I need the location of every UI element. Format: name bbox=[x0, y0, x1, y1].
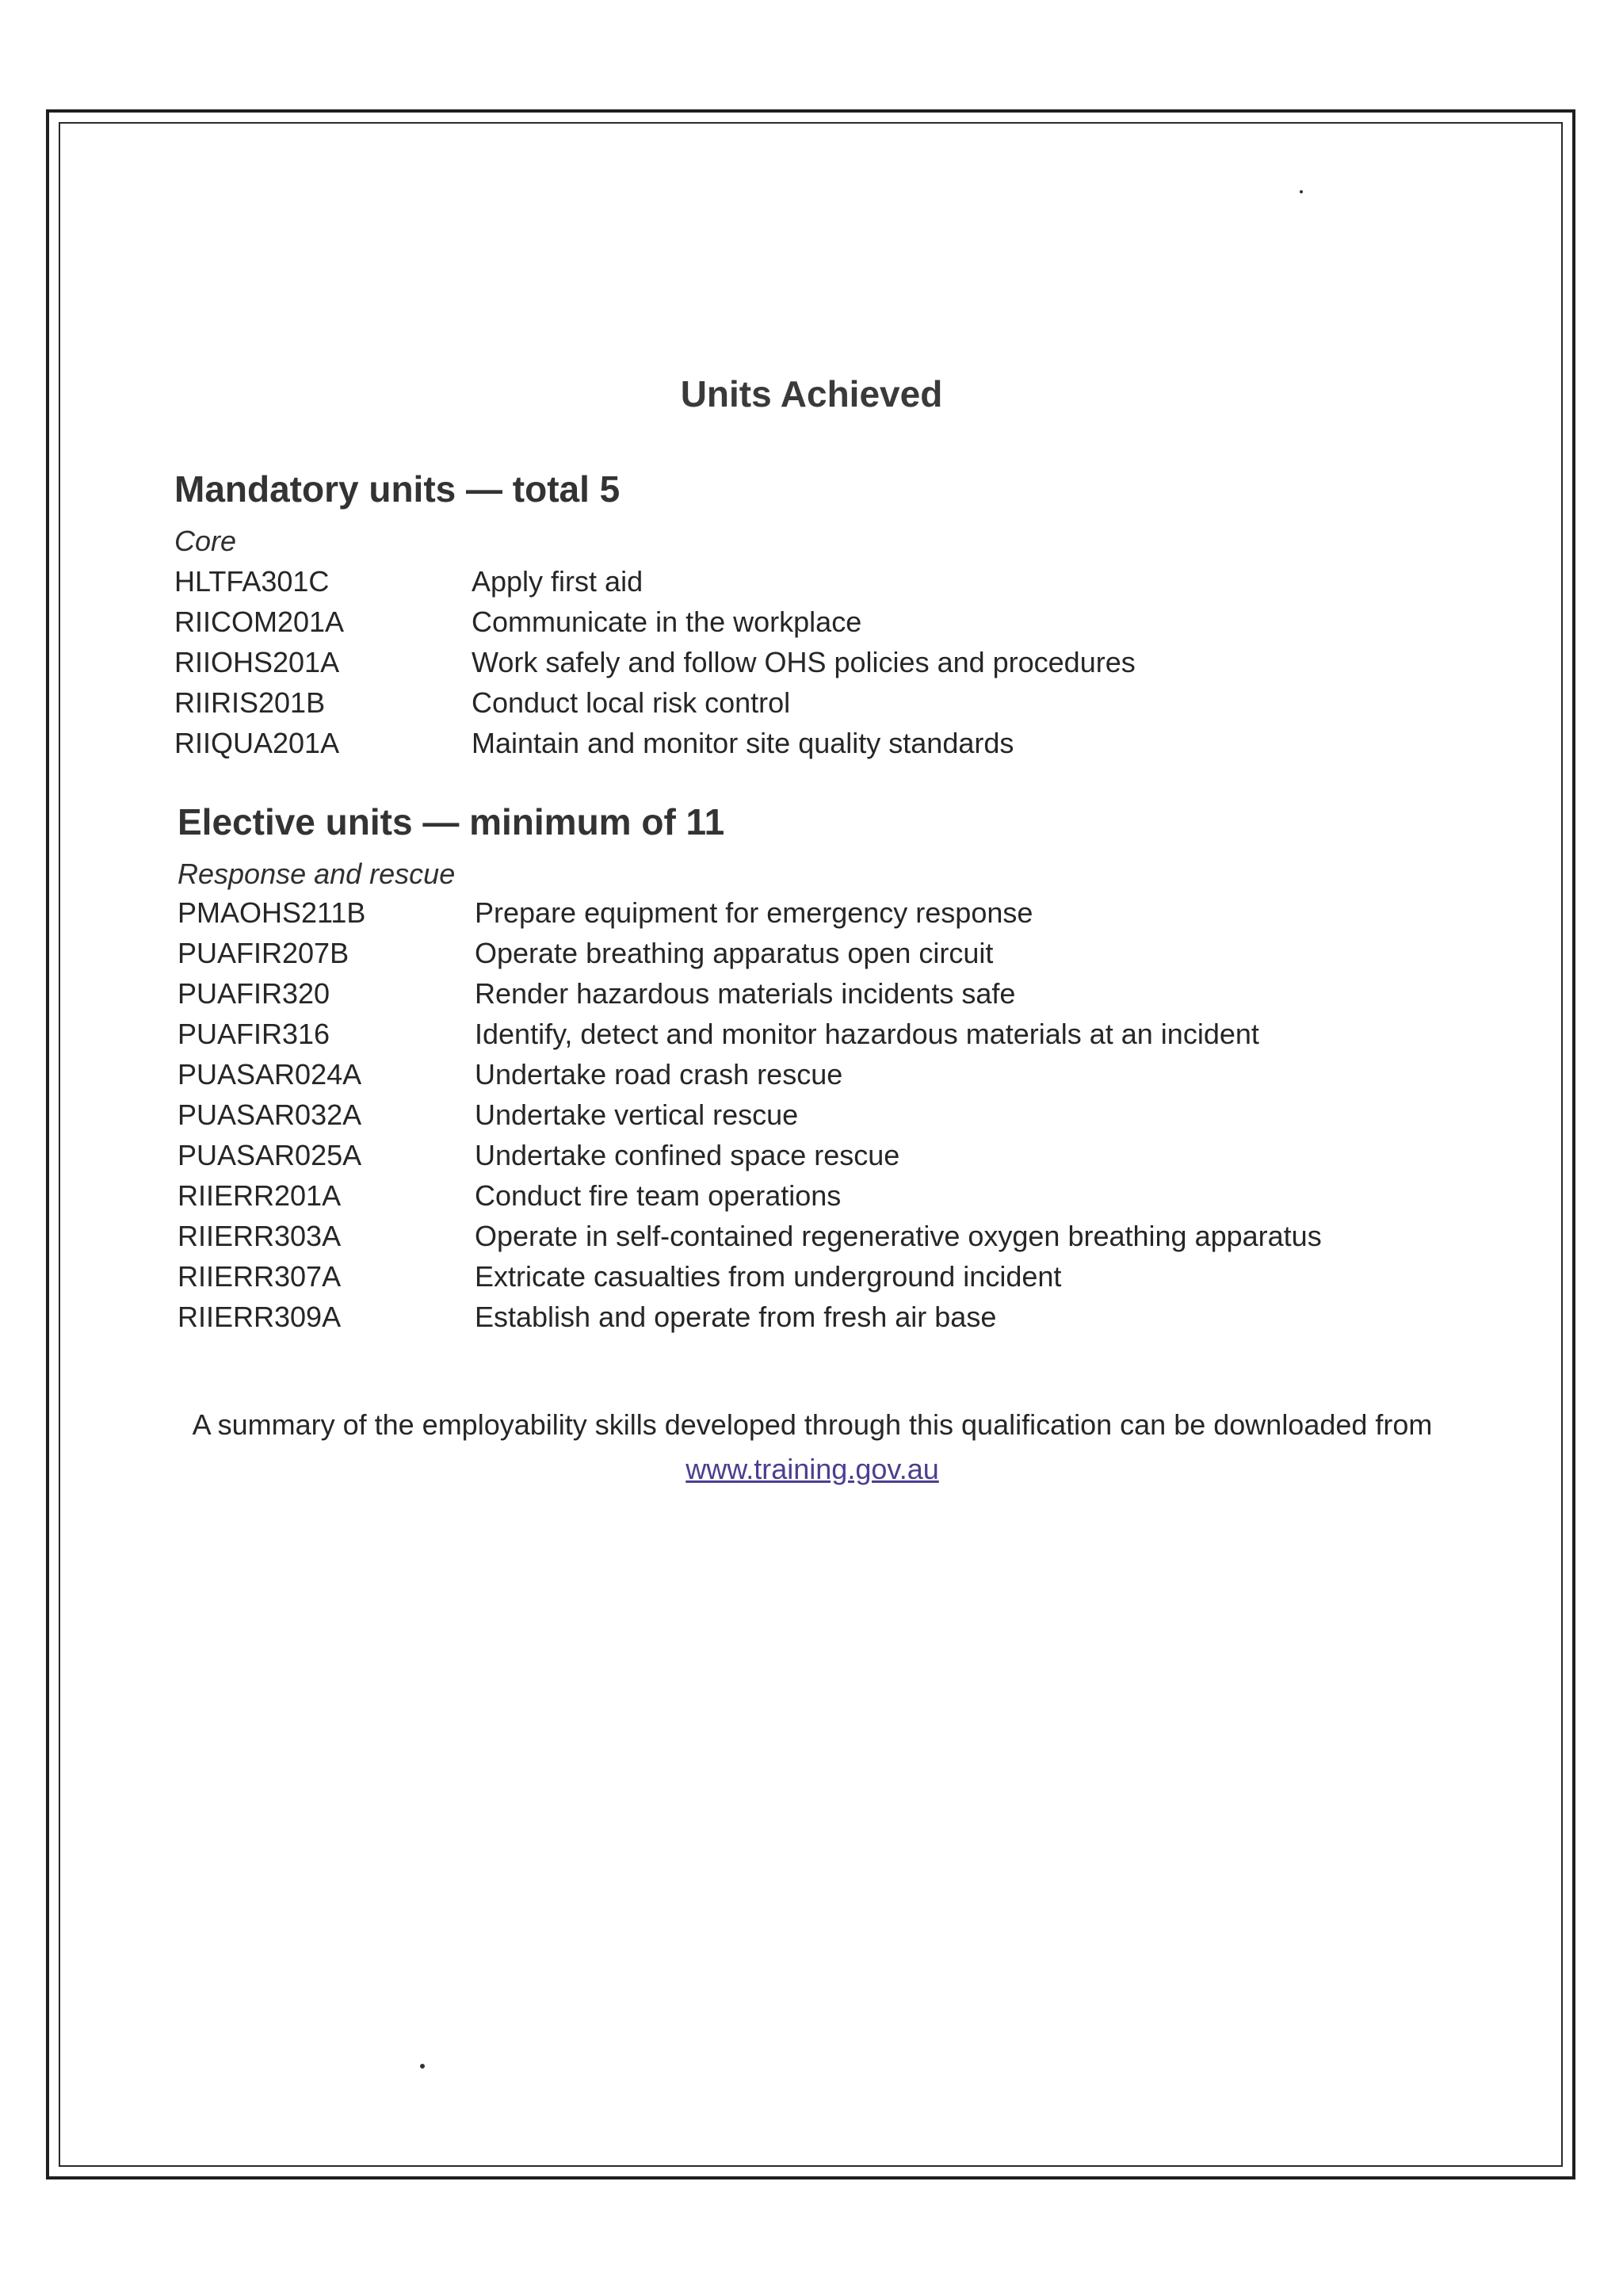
unit-title: Extricate casualties from underground incident bbox=[475, 1259, 1062, 1293]
unit-row bbox=[178, 1054, 1322, 1095]
unit-title: Undertake confined space rescue bbox=[475, 1138, 900, 1171]
unit-row bbox=[178, 1216, 1322, 1256]
unit-row bbox=[178, 1014, 1322, 1054]
unit-row bbox=[178, 933, 1322, 973]
unit-row bbox=[174, 602, 1136, 642]
unit-title: Operate breathing apparatus open circuit bbox=[475, 936, 994, 969]
unit-code: RIIERR309A bbox=[178, 1300, 342, 1333]
summary-paragraph bbox=[95, 1403, 1529, 1492]
unit-row bbox=[174, 723, 1136, 763]
elective-group-label: Response and rescue bbox=[178, 858, 456, 890]
unit-title: Identify, detect and monitor hazardous materials at an incident bbox=[475, 1017, 1259, 1050]
unit-row bbox=[174, 682, 1136, 723]
unit-title: Establish and operate from fresh air base bbox=[475, 1300, 997, 1333]
training-gov-link[interactable]: www.training.gov.au bbox=[685, 1453, 939, 1485]
unit-code: PUASAR025A bbox=[178, 1138, 362, 1171]
unit-title: Apply first aid bbox=[472, 564, 643, 598]
unit-row bbox=[178, 1297, 1322, 1337]
unit-row bbox=[178, 1135, 1322, 1175]
unit-code: PMAOHS211B bbox=[178, 896, 366, 929]
unit-code: RIIERR303A bbox=[178, 1219, 342, 1252]
unit-row bbox=[178, 892, 1322, 933]
elective-units-list bbox=[178, 892, 1322, 1337]
unit-code: RIIRIS201B bbox=[174, 686, 326, 719]
unit-code: PUASAR032A bbox=[178, 1098, 362, 1131]
unit-title: Work safely and follow OHS policies and procedures bbox=[472, 645, 1136, 678]
unit-row bbox=[174, 561, 1136, 602]
unit-code: HLTFA301C bbox=[174, 564, 330, 598]
page-title: Units Achieved bbox=[680, 373, 943, 415]
mandatory-units-heading: Mandatory units — total 5 bbox=[174, 468, 621, 510]
scan-speck bbox=[1300, 190, 1303, 193]
unit-title: Conduct local risk control bbox=[472, 686, 791, 719]
unit-code: RIIERR307A bbox=[178, 1259, 342, 1293]
unit-code: RIIQUA201A bbox=[174, 726, 340, 759]
unit-title: Undertake vertical rescue bbox=[475, 1098, 799, 1131]
elective-units-heading: Elective units — minimum of 11 bbox=[178, 801, 725, 842]
unit-code: RIIOHS201A bbox=[174, 645, 340, 678]
scan-speck bbox=[420, 2064, 425, 2069]
unit-title: Undertake road crash rescue bbox=[475, 1057, 843, 1091]
unit-title: Communicate in the workplace bbox=[472, 605, 862, 638]
unit-code: RIICOM201A bbox=[174, 605, 345, 638]
unit-title: Prepare equipment for emergency response bbox=[475, 896, 1033, 929]
unit-row bbox=[178, 1256, 1322, 1297]
unit-code: PUAFIR320 bbox=[178, 976, 330, 1010]
unit-row bbox=[178, 1095, 1322, 1135]
unit-code: PUASAR024A bbox=[178, 1057, 362, 1091]
unit-row bbox=[178, 973, 1322, 1014]
unit-title: Operate in self-contained regenerative oxygen breathing apparatus bbox=[475, 1219, 1322, 1252]
unit-title: Conduct fire team operations bbox=[475, 1179, 842, 1212]
unit-code: PUAFIR316 bbox=[178, 1017, 330, 1050]
unit-row bbox=[178, 1175, 1322, 1216]
mandatory-group-label: Core bbox=[174, 525, 237, 557]
unit-title: Maintain and monitor site quality standards bbox=[472, 726, 1014, 759]
unit-code: PUAFIR207B bbox=[178, 936, 349, 969]
unit-title: Render hazardous materials incidents safe bbox=[475, 976, 1016, 1010]
summary-text: A summary of the employability skills developed through this qualification can be downloaded from bbox=[192, 1408, 1433, 1441]
mandatory-units-list bbox=[174, 561, 1136, 763]
unit-code: RIIERR201A bbox=[178, 1179, 342, 1212]
unit-row bbox=[174, 642, 1136, 682]
